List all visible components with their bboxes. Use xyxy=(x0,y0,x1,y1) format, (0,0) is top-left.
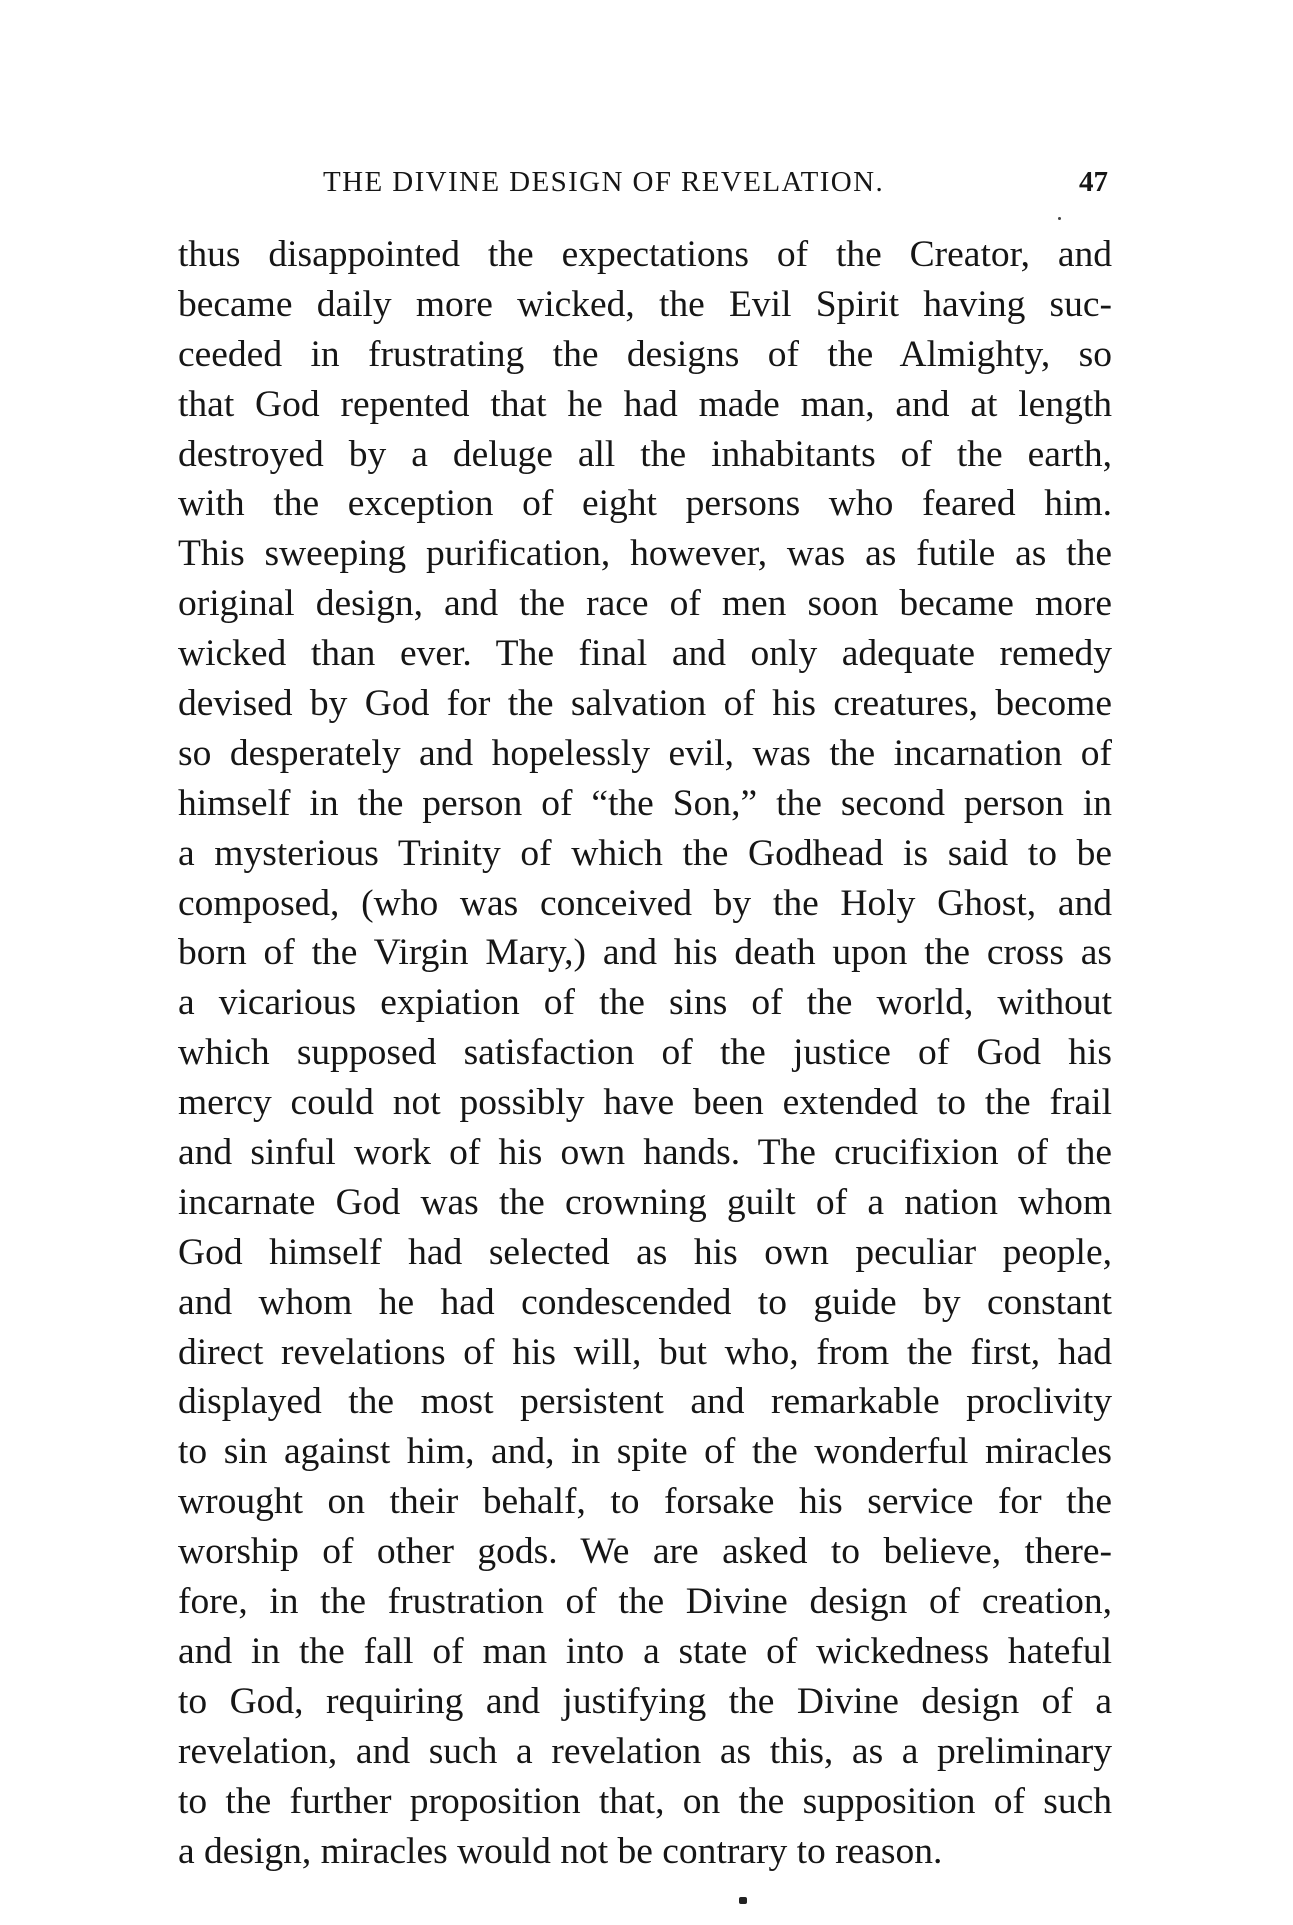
text-line: ceeded in frustrating the designs of the Almighty, so xyxy=(178,333,1112,375)
text-line: thus disappointed the expectations of the Creator, and xyxy=(178,234,1112,275)
text-line: This sweeping purification, however, was as futile as the xyxy=(178,533,1112,575)
text-line: devised by God for the salvation of his creatures, become xyxy=(178,683,1112,725)
text-line: destroyed by a deluge all the inhabitants of the earth, xyxy=(178,433,1112,475)
text-line: that God repented that he had made man, and at length xyxy=(178,383,1112,425)
text-line: a mysterious Trinity of which the Godhead is said to be xyxy=(178,832,1112,874)
text-line: became daily more wicked, the Evil Spirit having suc- xyxy=(178,283,1112,325)
text-line: himself in the person of “the Son,” the second person in xyxy=(178,782,1112,824)
text-line: mercy could not possibly have been extended to the frail xyxy=(178,1082,1112,1124)
text-line: to God, requiring and justifying the Divine design of a xyxy=(178,1680,1112,1722)
footer-print-mark xyxy=(739,1897,747,1904)
text-line: so desperately and hopelessly evil, was the incarnation of xyxy=(178,732,1112,774)
text-line: to sin against him, and, in spite of the wonderful miracles xyxy=(178,1431,1112,1473)
text-line: born of the Virgin Mary,) and his death upon the cross as xyxy=(178,932,1112,974)
text-line: to the further proposition that, on the supposition of such xyxy=(178,1780,1112,1822)
text-line: fore, in the frustration of the Divine design of creation, xyxy=(178,1581,1112,1623)
text-line: a vicarious expiation of the sins of the world, without xyxy=(178,982,1112,1024)
text-line: composed, (who was conceived by the Holy Ghost, and xyxy=(178,882,1112,924)
text-line: worship of other gods. We are asked to believe, there- xyxy=(178,1531,1112,1573)
text-line: a design, miracles would not be contrary to reason. xyxy=(178,1830,943,1872)
body-paragraph xyxy=(178,230,1112,1876)
text-line: with the exception of eight persons who feared him. xyxy=(178,483,1112,525)
text-line: and whom he had condescended to guide by constant xyxy=(178,1281,1112,1323)
text-line: and sinful work of his own hands. The crucifixion of the xyxy=(178,1132,1112,1174)
text-line: wrought on their behalf, to forsake his service for the xyxy=(178,1481,1112,1523)
print-speck xyxy=(1058,217,1061,220)
running-head-title: THE DIVINE DESIGN OF REVELATION. xyxy=(323,166,885,198)
text-line: which supposed satisfaction of the justice of God his xyxy=(178,1032,1112,1074)
page-number: 47 xyxy=(1079,166,1108,198)
text-line: direct revelations of his will, but who, from the first, had xyxy=(178,1331,1112,1373)
running-head xyxy=(300,162,1110,202)
text-line: and in the fall of man into a state of wickedness hateful xyxy=(178,1630,1112,1672)
text-line: wicked than ever. The final and only adequate remedy xyxy=(178,633,1112,675)
text-line: original design, and the race of men soon became more xyxy=(178,583,1112,625)
text-line: God himself had selected as his own peculiar people, xyxy=(178,1231,1112,1273)
text-line: incarnate God was the crowning guilt of a nation whom xyxy=(178,1181,1112,1223)
text-line: displayed the most persistent and remarkable proclivity xyxy=(178,1381,1112,1423)
text-line: revelation, and such a revelation as this, as a preliminary xyxy=(178,1730,1112,1772)
